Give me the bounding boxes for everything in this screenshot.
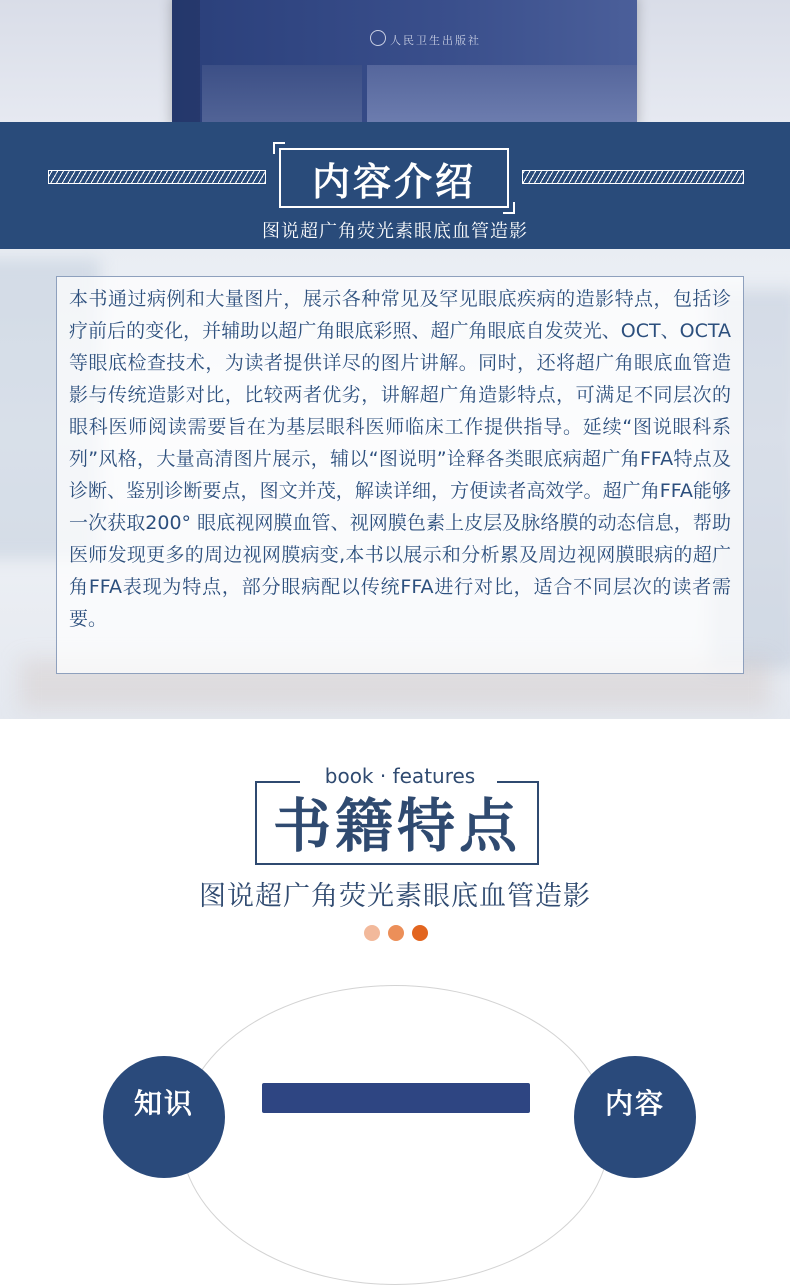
section-title: 内容介绍 [279, 148, 509, 208]
hero-banner [0, 0, 790, 122]
dot-dark [412, 925, 428, 941]
book-image-bottom [262, 1083, 530, 1113]
decorative-arc [180, 985, 610, 1285]
decorative-stripe-right [522, 170, 744, 184]
features-subtitle: 图说超广角荧光素眼底血管造影 [199, 881, 591, 912]
cover-image-panel-right [367, 65, 637, 122]
cover-image-panel-left [202, 65, 362, 122]
publisher-name: 人民卫生出版社 [390, 34, 481, 47]
feature-circle-content: 内容 [574, 1056, 696, 1178]
dot-light [364, 925, 380, 941]
feature-circle-knowledge: 知识 [103, 1056, 225, 1178]
section-subtitle: 图说超广角荧光素眼底血管造影 [262, 221, 528, 242]
decorative-dots [364, 925, 428, 941]
decorative-stripe-left [48, 170, 266, 184]
book-description: 本书通过病例和大量图片，展示各种常见及罕见眼底疾病的造影特点，包括诊疗前后的变化，并辅助以超广角眼底彩照、超广角眼底自发荧光、OCT、OCTA等眼底检查技术，为读者提供详尽的图片讲解。同时，还将超广角眼底血管造影与传统造影对比，比较两者优劣，讲解超广角造影特点，可满足不同层次的眼科医师阅读需要旨在为基层眼科医师临床工作提供指导。延续“图说眼科系列”风格，大量高清图片展示，辅以“图说明”诠释各类眼底病超广角FFA特点及诊断、鉴别诊断要点，图文并茂，解读详细，方便读者高效学。超广角FFA能够一次获取200° 眼底视网膜血管、视网膜色素上皮层及脉络膜的动态信息，帮助医师发现更多的周边视网膜病变,本书以展示和分析累及周边视网膜眼病的超广角FFA表现为特点，部分眼病配以传统FFA进行对比，适合不同层次的读者需要。 [69, 288, 731, 630]
publisher-logo-icon [370, 30, 386, 46]
features-title: 书籍特点 [272, 792, 521, 860]
book-cover-image [172, 0, 637, 122]
book-spine [172, 0, 200, 122]
features-eyebrow: book · features [324, 764, 476, 788]
dot-medium [388, 925, 404, 941]
